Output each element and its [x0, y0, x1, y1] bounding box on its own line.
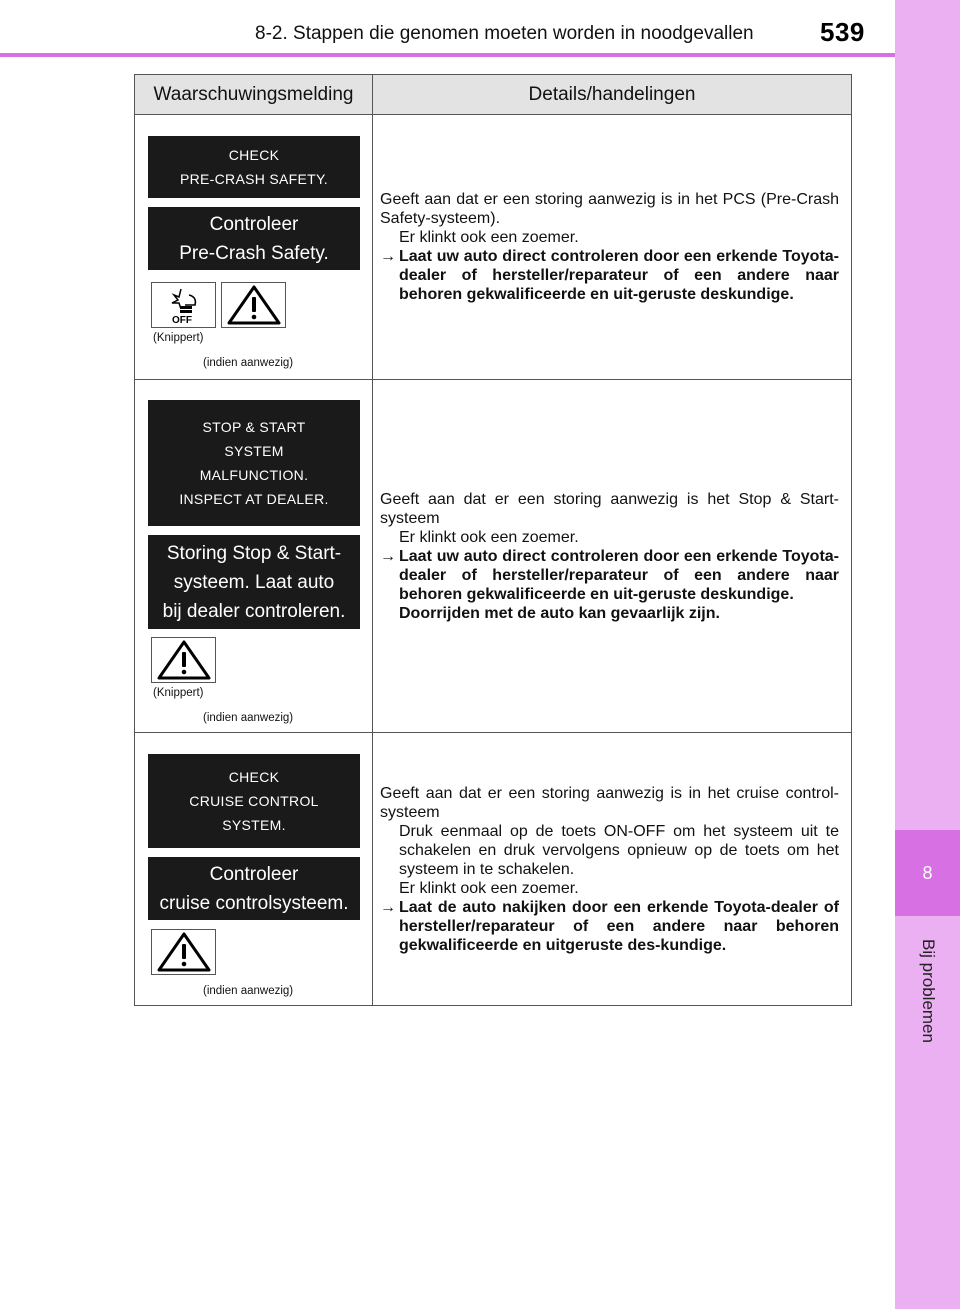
display-screen-en: CHECK PRE-CRASH SAFETY. — [148, 136, 360, 198]
table-row — [135, 115, 852, 380]
table-row — [135, 733, 852, 1006]
detail-note: Er klinkt ook een zoemer. — [399, 229, 579, 246]
detail-intro: Geeft aan dat er een storing aanwezig is in het PCS (Pre-Crash Safety-systeem). — [380, 191, 839, 227]
display-screen-nl: Storing Stop & Start- systeem. Laat auto bij dealer controleren. — [148, 535, 360, 629]
display-screen-en: STOP & START SYSTEM MALFUNCTION. INSPECT AT DEALER. — [148, 400, 360, 526]
display-screen-en: CHECK CRUISE CONTROL SYSTEM. — [148, 754, 360, 848]
warning-triangle-icon — [221, 282, 286, 328]
svg-text:OFF: OFF — [171, 315, 192, 325]
blink-label: (Knippert) — [153, 687, 204, 699]
detail-note: Er klinkt ook een zoemer. — [399, 528, 579, 546]
arrow-icon: → — [380, 248, 396, 265]
availability-label: (indien aanwezig) — [203, 712, 294, 724]
table-header-row — [135, 75, 852, 115]
detail-note: Druk eenmaal op de toets ON-OFF om het systeem uit te schakelen en druk vervolgens opnieuw op de toets om het systeem in te schakelen. — [399, 822, 839, 878]
page-number: 539 — [820, 16, 865, 47]
details-cell — [373, 115, 852, 380]
warning-triangle-icon — [151, 929, 216, 975]
detail-action: → Laat de auto nakijken door een erkende Toyota-dealer of hersteller/reparateur of een andere naar behoren gekwalificeerde en uitgeruste des-kundige. — [380, 898, 839, 954]
chapter-title: Bij problemen — [918, 939, 938, 1043]
arrow-icon: → — [380, 898, 396, 916]
detail-note: Er klinkt ook een zoemer. — [399, 879, 579, 897]
detail-action: → Laat uw auto direct controleren door een erkende Toyota-dealer of hersteller/reparateur of een andere naar behoren gekwalificeerde en uit-geruste deskundige. Doorrijden met de auto kan gevaarlijk zijn. — [380, 547, 839, 622]
chapter-title-tab — [895, 916, 960, 1066]
pcs-off-icon — [151, 282, 216, 328]
warning-message-cell — [135, 733, 373, 1006]
header-rule — [0, 53, 895, 57]
details-cell — [373, 733, 852, 1006]
chapter-sidebar — [895, 0, 960, 1309]
availability-label: (indien aanwezig) — [203, 357, 294, 369]
display-screen-nl: Controleer cruise controlsysteem. — [148, 857, 360, 920]
arrow-icon: → — [380, 547, 396, 565]
detail-action: → Laat uw auto direct controleren door een erkende Toyota-dealer of hersteller/reparateur of een andere naar behoren gekwalificeerde en uit-geruste deskundige. — [380, 248, 839, 303]
warning-triangle-icon — [151, 637, 216, 683]
blink-label: (Knippert) — [153, 332, 204, 344]
warning-message-cell — [135, 380, 373, 733]
detail-intro: Geeft aan dat er een storing aanwezig is het Stop & Start-systeem — [380, 490, 839, 527]
warning-table — [134, 74, 852, 1006]
details-cell — [373, 380, 852, 733]
table-row — [135, 380, 852, 733]
availability-label: (indien aanwezig) — [203, 985, 294, 997]
column-header: Waarschuwingsmelding — [135, 75, 373, 115]
detail-intro: Geeft aan dat er een storing aanwezig is in het cruise control-systeem — [380, 784, 839, 821]
chapter-number: 8 — [895, 830, 960, 916]
column-header: Details/handelingen — [373, 75, 852, 115]
display-screen-nl: Controleer Pre-Crash Safety. — [148, 207, 360, 270]
section-title: 8-2. Stappen die genomen moeten worden in noodgevallen — [255, 23, 754, 44]
warning-message-cell — [135, 115, 373, 380]
